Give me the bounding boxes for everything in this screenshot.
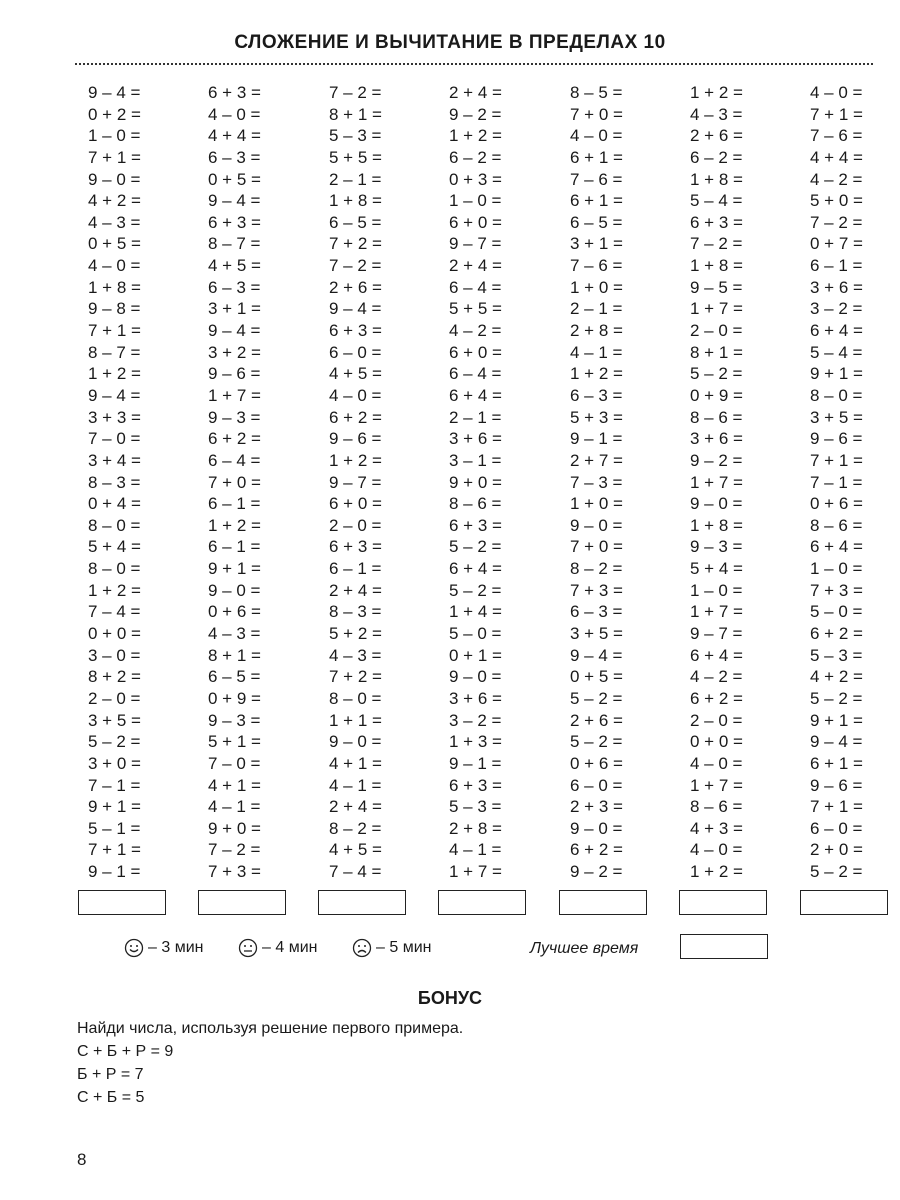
exercise-item: 3 – 0 = bbox=[88, 645, 141, 665]
bonus-title: БОНУС bbox=[417, 988, 483, 1008]
exercise-item: 9 – 4 = bbox=[208, 321, 261, 341]
exercise-item: 5 – 3 = bbox=[449, 797, 502, 817]
exercise-item: 5 – 2 = bbox=[810, 688, 863, 708]
exercise-item: 3 + 6 = bbox=[449, 429, 502, 449]
exercise-item: 7 + 0 = bbox=[208, 472, 261, 492]
exercise-item: 9 – 2 = bbox=[570, 862, 623, 882]
exercise-item: 1 + 7 = bbox=[690, 775, 743, 795]
exercise-item: 4 – 1 = bbox=[208, 797, 261, 817]
exercise-item: 7 – 1 = bbox=[88, 775, 141, 795]
exercise-item: 6 – 3 = bbox=[208, 147, 261, 167]
exercise-item: 4 + 5 = bbox=[329, 840, 382, 860]
exercise-item: 0 + 6 = bbox=[208, 602, 261, 622]
exercise-item: 7 – 2 = bbox=[329, 83, 382, 102]
exercise-item: 2 + 6 = bbox=[690, 126, 743, 146]
exercise-item: 6 – 2 = bbox=[449, 147, 502, 167]
exercise-item: 6 + 2 = bbox=[690, 688, 743, 708]
exercise-item: 7 – 0 = bbox=[208, 753, 261, 773]
page-number: 8 bbox=[77, 1150, 87, 1169]
exercise-item: 8 – 2 = bbox=[329, 818, 382, 838]
exercise-item: 6 + 3 = bbox=[449, 775, 502, 795]
exercise-item: 6 – 4 = bbox=[449, 277, 502, 297]
exercise-column bbox=[208, 82, 308, 883]
exercise-item: 2 – 0 = bbox=[690, 321, 743, 341]
exercise-item: 6 + 1 = bbox=[810, 753, 863, 773]
time-medium bbox=[238, 938, 317, 958]
bonus-instruction: Найди числа, используя решение первого примера. bbox=[77, 1020, 464, 1037]
exercise-item: 6 – 5 = bbox=[208, 667, 261, 687]
exercise-item: 2 + 3 = bbox=[570, 797, 623, 817]
exercise-item: 3 + 6 = bbox=[810, 277, 863, 297]
exercise-item: 1 + 3 = bbox=[449, 732, 502, 752]
exercise-item: 6 + 4 = bbox=[810, 537, 863, 557]
exercise-item: 6 – 3 = bbox=[570, 385, 623, 405]
exercise-item: 0 + 2 = bbox=[88, 104, 141, 124]
sad-face-icon bbox=[352, 938, 372, 958]
exercise-column bbox=[88, 82, 188, 883]
exercise-item: 5 + 5 = bbox=[329, 147, 382, 167]
exercise-item: 8 – 3 = bbox=[88, 472, 141, 492]
smiling-face-icon bbox=[124, 938, 144, 958]
exercise-item: 7 – 6 = bbox=[570, 256, 623, 276]
bonus-equation: С + Б = 5 bbox=[77, 1089, 145, 1106]
exercise-item: 6 + 3 = bbox=[449, 515, 502, 535]
exercise-item: 5 – 2 = bbox=[449, 580, 502, 600]
exercise-item: 8 – 0 = bbox=[329, 688, 382, 708]
exercise-item: 3 + 6 = bbox=[449, 688, 502, 708]
exercise-item: 9 – 0 = bbox=[88, 169, 141, 189]
exercise-item: 8 – 6 = bbox=[690, 407, 743, 427]
exercise-item: 8 – 6 = bbox=[810, 515, 863, 535]
exercise-item: 3 – 1 = bbox=[449, 450, 502, 470]
exercise-item: 4 + 1 = bbox=[208, 775, 261, 795]
exercise-item: 4 – 0 = bbox=[329, 385, 382, 405]
exercise-item: 4 + 5 = bbox=[208, 256, 261, 276]
exercise-item: 1 + 7 = bbox=[690, 602, 743, 622]
exercise-item: 9 – 0 = bbox=[570, 818, 623, 838]
exercise-item: 7 + 1 = bbox=[810, 450, 863, 470]
exercise-item: 2 + 4 = bbox=[329, 797, 382, 817]
exercise-item: 5 – 2 = bbox=[810, 862, 863, 882]
time-answer-box[interactable] bbox=[559, 890, 647, 915]
exercise-item: 1 + 8 = bbox=[329, 191, 382, 211]
exercise-item: 7 + 0 = bbox=[570, 537, 623, 557]
exercise-item: 4 + 3 = bbox=[690, 818, 743, 838]
exercise-item: 2 – 0 = bbox=[690, 710, 743, 730]
exercise-item: 7 + 2 = bbox=[329, 234, 382, 254]
exercise-item: 6 + 3 = bbox=[329, 537, 382, 557]
exercise-item: 8 + 1 = bbox=[208, 645, 261, 665]
exercise-item: 6 + 3 = bbox=[329, 321, 382, 341]
exercise-item: 6 + 3 = bbox=[208, 83, 261, 102]
exercise-item: 6 + 1 = bbox=[570, 147, 623, 167]
exercise-item: 5 – 2 = bbox=[570, 732, 623, 752]
exercise-item: 2 + 4 = bbox=[329, 580, 382, 600]
exercise-item: 9 – 6 = bbox=[810, 429, 863, 449]
exercise-item: 5 – 0 = bbox=[810, 602, 863, 622]
exercise-item: 6 – 5 = bbox=[570, 212, 623, 232]
exercise-item: 0 + 5 = bbox=[208, 169, 261, 189]
exercise-item: 5 + 5 = bbox=[449, 299, 502, 319]
exercise-item: 5 + 4 = bbox=[88, 537, 141, 557]
time-answer-box[interactable] bbox=[78, 890, 166, 915]
exercise-item: 6 – 3 = bbox=[570, 602, 623, 622]
exercise-item: 9 – 2 = bbox=[449, 104, 502, 124]
exercise-item: 4 – 3 = bbox=[208, 624, 261, 644]
exercise-item: 6 – 3 = bbox=[208, 277, 261, 297]
exercise-item: 4 – 0 = bbox=[88, 256, 141, 276]
exercise-item: 4 – 1 = bbox=[329, 775, 382, 795]
exercise-item: 9 – 7 = bbox=[449, 234, 502, 254]
exercise-item: 7 + 1 = bbox=[88, 840, 141, 860]
exercise-item: 1 + 4 = bbox=[449, 602, 502, 622]
exercise-item: 0 + 0 = bbox=[690, 732, 743, 752]
exercise-item: 4 + 2 = bbox=[88, 191, 141, 211]
exercise-item: 9 + 1 = bbox=[88, 797, 141, 817]
exercise-item: 3 + 0 = bbox=[88, 753, 141, 773]
exercise-item: 9 – 3 = bbox=[208, 407, 261, 427]
exercise-item: 3 – 2 = bbox=[810, 299, 863, 319]
exercise-item: 6 – 1 = bbox=[810, 256, 863, 276]
page-title: СЛОЖЕНИЕ И ВЫЧИТАНИЕ В ПРЕДЕЛАХ 10 bbox=[234, 32, 666, 53]
exercise-item: 3 + 5 = bbox=[570, 624, 623, 644]
exercise-item: 8 + 1 = bbox=[329, 104, 382, 124]
exercise-item: 7 – 6 = bbox=[570, 169, 623, 189]
exercise-item: 9 – 2 = bbox=[690, 450, 743, 470]
exercise-item: 6 + 2 = bbox=[208, 429, 261, 449]
best-time-box[interactable] bbox=[680, 934, 768, 959]
exercise-item: 2 + 6 = bbox=[329, 277, 382, 297]
exercise-item: 5 – 2 = bbox=[570, 688, 623, 708]
exercise-item: 1 + 7 = bbox=[208, 385, 261, 405]
exercise-item: 3 + 5 = bbox=[88, 710, 141, 730]
exercise-item: 5 – 4 = bbox=[690, 191, 743, 211]
exercise-item: 4 – 0 = bbox=[690, 753, 743, 773]
exercise-item: 2 + 7 = bbox=[570, 450, 623, 470]
exercise-item: 6 – 0 = bbox=[810, 818, 863, 838]
exercise-item: 2 + 4 = bbox=[449, 256, 502, 276]
exercise-item: 1 + 2 = bbox=[208, 515, 261, 535]
exercise-item: 4 – 2 = bbox=[810, 169, 863, 189]
exercise-item: 9 + 1 = bbox=[208, 559, 261, 579]
exercise-item: 3 + 3 = bbox=[88, 407, 141, 427]
time-answer-box[interactable] bbox=[800, 890, 888, 915]
exercise-item: 8 – 6 = bbox=[449, 494, 502, 514]
exercise-item: 3 + 1 = bbox=[570, 234, 623, 254]
exercise-item: 9 + 1 = bbox=[810, 364, 863, 384]
exercise-item: 2 + 8 = bbox=[449, 818, 502, 838]
exercise-item: 1 + 8 = bbox=[690, 256, 743, 276]
exercise-item: 4 – 1 = bbox=[570, 342, 623, 362]
exercise-item: 9 – 4 = bbox=[329, 299, 382, 319]
exercise-item: 5 + 3 = bbox=[570, 407, 623, 427]
exercise-item: 7 – 2 = bbox=[810, 212, 863, 232]
exercise-item: 5 – 4 = bbox=[810, 342, 863, 362]
time-legend bbox=[0, 938, 900, 966]
exercise-item: 8 – 5 = bbox=[570, 83, 623, 102]
exercise-item: 1 + 2 = bbox=[570, 364, 623, 384]
exercise-item: 7 – 6 = bbox=[810, 126, 863, 146]
exercise-item: 2 + 8 = bbox=[570, 321, 623, 341]
exercise-item: 5 – 2 = bbox=[88, 732, 141, 752]
exercise-item: 6 + 4 = bbox=[449, 385, 502, 405]
exercise-item: 9 + 0 = bbox=[449, 472, 502, 492]
exercise-item: 7 – 4 = bbox=[329, 862, 382, 882]
exercise-item: 1 + 2 = bbox=[449, 126, 502, 146]
exercise-item: 6 – 1 = bbox=[208, 537, 261, 557]
exercise-item: 1 + 0 = bbox=[570, 494, 623, 514]
exercise-item: 7 – 4 = bbox=[88, 602, 141, 622]
exercise-item: 9 + 0 = bbox=[208, 818, 261, 838]
exercise-item: 9 – 3 = bbox=[690, 537, 743, 557]
exercise-item: 0 + 4 = bbox=[88, 494, 141, 514]
exercise-item: 9 – 0 = bbox=[449, 667, 502, 687]
exercise-item: 6 + 4 = bbox=[690, 645, 743, 665]
exercise-item: 1 – 0 = bbox=[449, 191, 502, 211]
exercise-item: 9 – 6 = bbox=[329, 429, 382, 449]
exercise-item: 9 – 4 = bbox=[88, 83, 141, 102]
exercise-column bbox=[329, 82, 429, 883]
exercise-item: 9 – 0 = bbox=[570, 515, 623, 535]
exercise-item: 9 – 4 = bbox=[810, 732, 863, 752]
exercise-item: 9 – 1 = bbox=[88, 862, 141, 882]
exercise-item: 0 + 5 = bbox=[570, 667, 623, 687]
exercise-item: 8 + 1 = bbox=[690, 342, 743, 362]
exercise-item: 6 – 4 = bbox=[208, 450, 261, 470]
exercise-item: 5 – 2 = bbox=[449, 537, 502, 557]
exercise-item: 4 – 2 = bbox=[449, 321, 502, 341]
exercise-item: 9 – 5 = bbox=[690, 277, 743, 297]
exercise-item: 3 + 2 = bbox=[208, 342, 261, 362]
exercise-item: 7 – 0 = bbox=[88, 429, 141, 449]
exercise-column bbox=[690, 82, 790, 883]
time-answer-box[interactable] bbox=[679, 890, 767, 915]
exercise-item: 6 – 5 = bbox=[329, 212, 382, 232]
time-fast-label: – 3 мин bbox=[148, 939, 204, 956]
exercise-item: 1 + 7 = bbox=[690, 299, 743, 319]
exercise-item: 6 + 2 = bbox=[570, 840, 623, 860]
exercise-item: 5 – 0 = bbox=[449, 624, 502, 644]
exercise-item: 4 – 0 = bbox=[690, 840, 743, 860]
exercise-item: 7 + 1 = bbox=[810, 104, 863, 124]
exercise-item: 5 + 2 = bbox=[329, 624, 382, 644]
exercise-item: 1 + 0 = bbox=[570, 277, 623, 297]
exercise-item: 6 – 1 = bbox=[329, 559, 382, 579]
exercise-item: 1 + 7 = bbox=[449, 862, 502, 882]
exercise-item: 2 – 1 = bbox=[570, 299, 623, 319]
exercise-item: 9 – 1 = bbox=[570, 429, 623, 449]
time-medium-label: – 4 мин bbox=[262, 939, 318, 956]
exercise-item: 7 + 0 = bbox=[570, 104, 623, 124]
exercise-item: 6 – 0 = bbox=[329, 342, 382, 362]
time-slow bbox=[352, 938, 431, 958]
exercise-item: 8 – 0 = bbox=[88, 559, 141, 579]
exercise-item: 7 – 2 = bbox=[329, 256, 382, 276]
exercise-item: 4 – 1 = bbox=[449, 840, 502, 860]
exercise-item: 0 + 3 = bbox=[449, 169, 502, 189]
neutral-face-icon bbox=[238, 938, 258, 958]
exercise-item: 9 – 6 = bbox=[208, 364, 261, 384]
exercise-item: 1 + 2 = bbox=[690, 83, 743, 102]
exercise-item: 4 + 5 = bbox=[329, 364, 382, 384]
bonus-section bbox=[77, 1017, 463, 1109]
bonus-equation: Б + Р = 7 bbox=[77, 1066, 144, 1083]
exercise-item: 6 + 0 = bbox=[449, 212, 502, 232]
exercise-item: 9 – 7 = bbox=[329, 472, 382, 492]
exercise-item: 2 + 0 = bbox=[810, 840, 863, 860]
exercise-item: 4 – 2 = bbox=[690, 667, 743, 687]
exercise-item: 0 + 6 = bbox=[570, 753, 623, 773]
exercise-item: 2 + 6 = bbox=[570, 710, 623, 730]
exercise-item: 4 – 3 = bbox=[690, 104, 743, 124]
exercise-item: 6 – 0 = bbox=[570, 775, 623, 795]
exercise-item: 6 + 0 = bbox=[329, 494, 382, 514]
exercise-item: 4 – 3 = bbox=[88, 212, 141, 232]
exercise-item: 7 + 3 = bbox=[810, 580, 863, 600]
exercise-item: 3 – 2 = bbox=[449, 710, 502, 730]
exercise-item: 1 – 0 = bbox=[810, 559, 863, 579]
exercise-item: 0 + 9 = bbox=[208, 688, 261, 708]
exercise-item: 9 – 0 = bbox=[690, 494, 743, 514]
exercise-item: 7 + 1 = bbox=[88, 147, 141, 167]
exercise-item: 7 – 1 = bbox=[810, 472, 863, 492]
exercise-item: 5 – 3 = bbox=[810, 645, 863, 665]
exercise-item: 5 – 3 = bbox=[329, 126, 382, 146]
exercise-item: 4 – 0 = bbox=[208, 104, 261, 124]
exercise-item: 9 – 1 = bbox=[449, 753, 502, 773]
exercise-item: 6 + 3 = bbox=[208, 212, 261, 232]
exercise-item: 9 – 4 = bbox=[208, 191, 261, 211]
exercise-item: 9 – 4 = bbox=[88, 385, 141, 405]
exercise-item: 1 + 2 = bbox=[329, 450, 382, 470]
exercise-item: 2 + 4 = bbox=[449, 83, 502, 102]
exercise-item: 0 + 6 = bbox=[810, 494, 863, 514]
exercise-item: 7 – 2 = bbox=[208, 840, 261, 860]
exercise-item: 2 – 1 = bbox=[329, 169, 382, 189]
time-answer-box[interactable] bbox=[438, 890, 526, 915]
exercise-item: 8 – 0 = bbox=[810, 385, 863, 405]
exercise-item: 8 – 0 = bbox=[88, 515, 141, 535]
exercise-item: 4 – 3 = bbox=[329, 645, 382, 665]
exercise-item: 6 – 4 = bbox=[449, 364, 502, 384]
exercise-item: 7 – 3 = bbox=[570, 472, 623, 492]
exercise-item: 2 – 1 = bbox=[449, 407, 502, 427]
time-answer-box[interactable] bbox=[198, 890, 286, 915]
exercise-item: 6 – 1 = bbox=[208, 494, 261, 514]
exercise-item: 8 – 7 = bbox=[208, 234, 261, 254]
exercise-item: 5 – 1 = bbox=[88, 818, 141, 838]
exercise-item: 3 + 4 = bbox=[88, 450, 141, 470]
best-time-label: Лучшее время bbox=[530, 940, 639, 957]
exercise-item: 9 – 3 = bbox=[208, 710, 261, 730]
exercise-item: 1 + 7 = bbox=[690, 472, 743, 492]
exercise-item: 5 + 0 = bbox=[810, 191, 863, 211]
exercise-item: 1 + 8 = bbox=[88, 277, 141, 297]
exercise-item: 7 + 1 = bbox=[88, 321, 141, 341]
exercise-item: 8 – 7 = bbox=[88, 342, 141, 362]
exercise-item: 8 + 2 = bbox=[88, 667, 141, 687]
time-slow-label: – 5 мин bbox=[376, 939, 432, 956]
exercise-item: 6 + 2 = bbox=[329, 407, 382, 427]
exercise-item: 9 – 6 = bbox=[810, 775, 863, 795]
exercise-item: 7 – 2 = bbox=[690, 234, 743, 254]
exercise-item: 6 – 2 = bbox=[690, 147, 743, 167]
exercise-item: 1 + 8 = bbox=[690, 169, 743, 189]
dotted-divider bbox=[75, 63, 873, 65]
exercise-item: 3 + 5 = bbox=[810, 407, 863, 427]
exercise-item: 1 – 0 = bbox=[690, 580, 743, 600]
exercise-item: 6 + 3 = bbox=[690, 212, 743, 232]
exercise-item: 6 + 1 = bbox=[570, 191, 623, 211]
exercise-item: 9 – 0 = bbox=[329, 732, 382, 752]
exercise-item: 0 + 1 = bbox=[449, 645, 502, 665]
time-fast bbox=[124, 938, 203, 958]
exercise-item: 2 – 0 = bbox=[88, 688, 141, 708]
exercise-item: 4 – 0 = bbox=[810, 83, 863, 102]
exercise-item: 5 + 4 = bbox=[690, 559, 743, 579]
exercise-item: 1 + 8 = bbox=[690, 515, 743, 535]
exercise-item: 0 + 9 = bbox=[690, 385, 743, 405]
exercise-item: 1 + 1 = bbox=[329, 710, 382, 730]
exercise-item: 3 + 1 = bbox=[208, 299, 261, 319]
exercise-column bbox=[570, 82, 670, 883]
exercise-item: 2 – 0 = bbox=[329, 515, 382, 535]
exercise-column bbox=[810, 82, 900, 883]
exercise-item: 0 + 7 = bbox=[810, 234, 863, 254]
exercise-item: 8 – 6 = bbox=[690, 797, 743, 817]
exercise-column bbox=[449, 82, 549, 883]
exercise-item: 9 – 0 = bbox=[208, 580, 261, 600]
exercise-item: 1 + 2 = bbox=[88, 364, 141, 384]
exercise-item: 1 – 0 = bbox=[88, 126, 141, 146]
exercise-item: 5 + 1 = bbox=[208, 732, 261, 752]
exercise-item: 0 + 5 = bbox=[88, 234, 141, 254]
exercise-item: 3 + 6 = bbox=[690, 429, 743, 449]
exercise-item: 1 + 2 = bbox=[88, 580, 141, 600]
exercise-item: 9 + 1 = bbox=[810, 710, 863, 730]
exercise-item: 9 – 4 = bbox=[570, 645, 623, 665]
exercise-item: 7 + 2 = bbox=[329, 667, 382, 687]
exercise-item: 8 – 3 = bbox=[329, 602, 382, 622]
bonus-equation: С + Б + Р = 9 bbox=[77, 1043, 174, 1060]
time-answer-box[interactable] bbox=[318, 890, 406, 915]
exercise-item: 0 + 0 = bbox=[88, 624, 141, 644]
exercise-item: 7 + 3 = bbox=[208, 862, 261, 882]
exercise-item: 4 + 1 = bbox=[329, 753, 382, 773]
exercise-item: 4 + 2 = bbox=[810, 667, 863, 687]
exercise-item: 9 – 8 = bbox=[88, 299, 141, 319]
exercise-item: 7 + 3 = bbox=[570, 580, 623, 600]
exercise-item: 6 + 2 = bbox=[810, 624, 863, 644]
exercise-columns bbox=[0, 82, 900, 892]
exercise-item: 7 + 1 = bbox=[810, 797, 863, 817]
exercise-item: 6 + 4 = bbox=[449, 559, 502, 579]
exercise-item: 9 – 7 = bbox=[690, 624, 743, 644]
exercise-item: 4 – 0 = bbox=[570, 126, 623, 146]
exercise-item: 1 + 2 = bbox=[690, 862, 743, 882]
exercise-item: 6 + 0 = bbox=[449, 342, 502, 362]
exercise-item: 5 – 2 = bbox=[690, 364, 743, 384]
exercise-item: 4 + 4 = bbox=[208, 126, 261, 146]
exercise-item: 4 + 4 = bbox=[810, 147, 863, 167]
exercise-item: 6 + 4 = bbox=[810, 321, 863, 341]
exercise-item: 8 – 2 = bbox=[570, 559, 623, 579]
